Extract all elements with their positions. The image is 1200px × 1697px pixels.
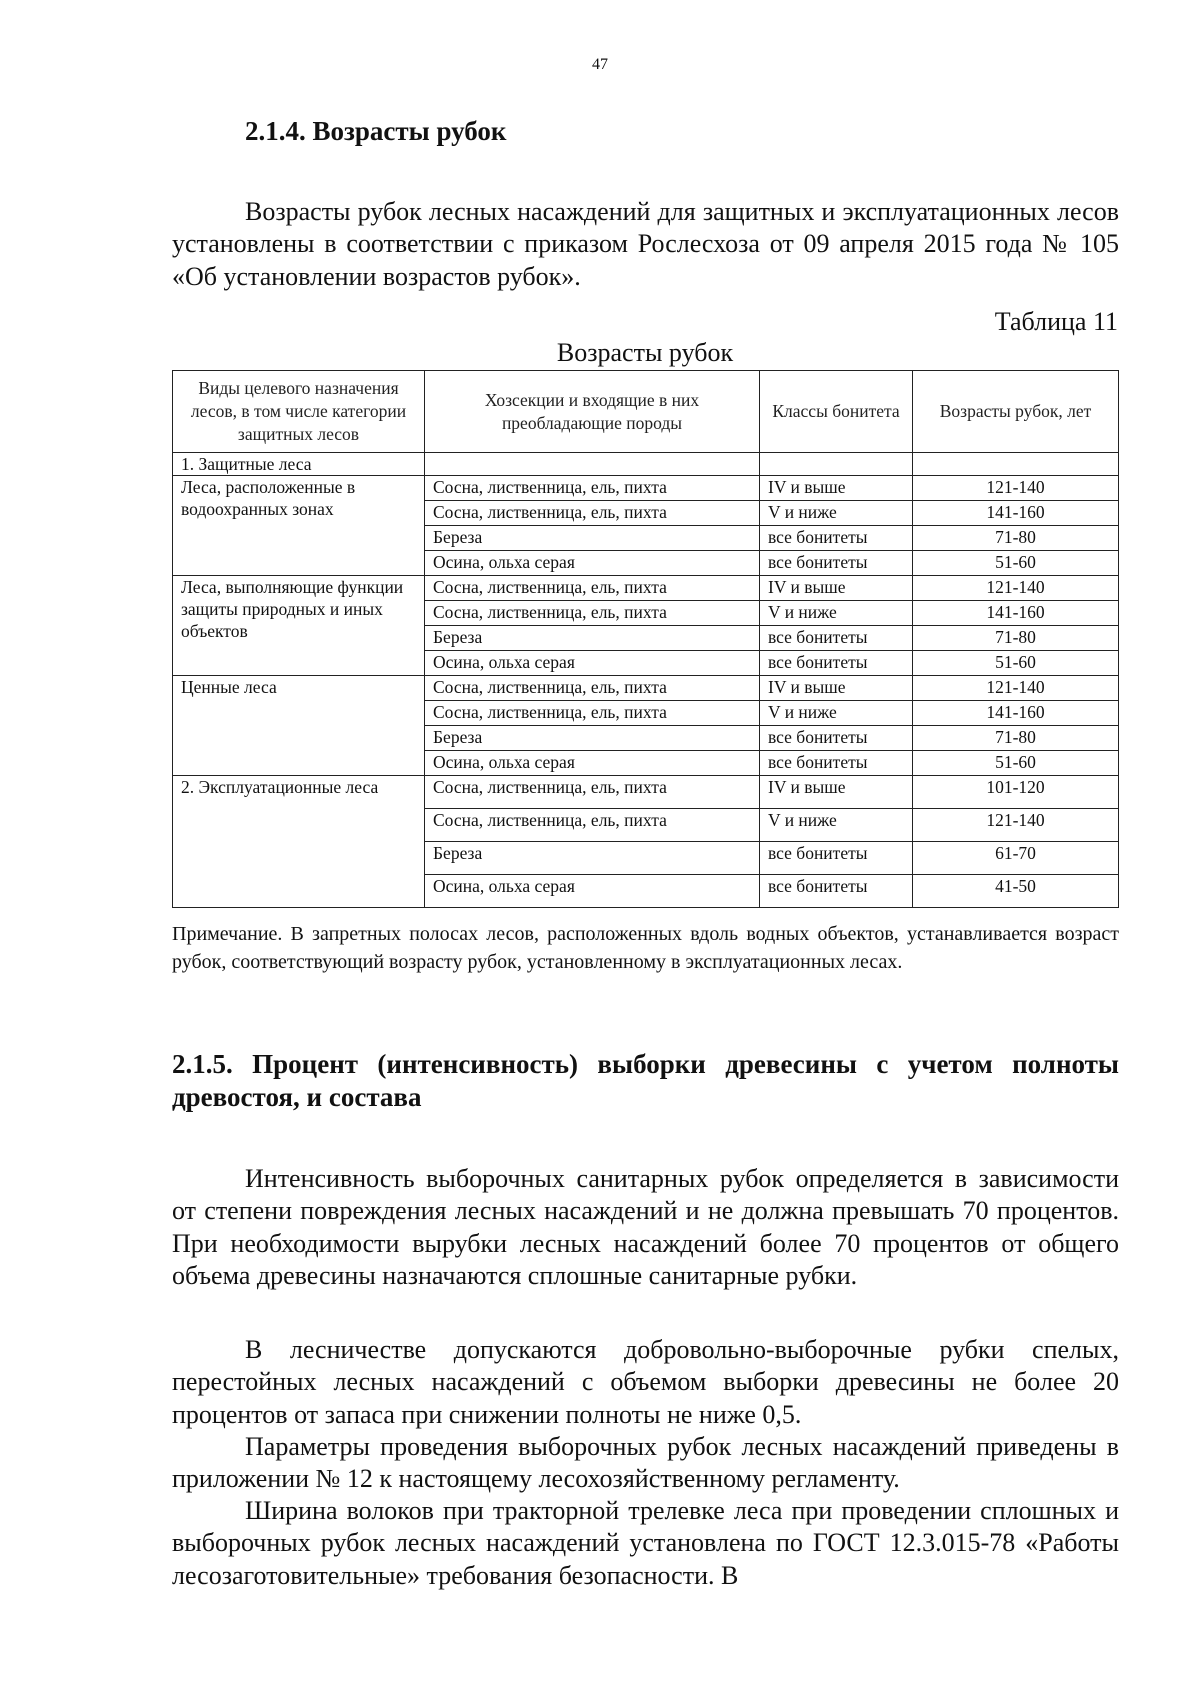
table-caption: Возрасты рубок xyxy=(556,338,734,367)
class-cell: все бонитеты xyxy=(760,526,913,551)
species-cell: Сосна, лиственница, ель, пихта xyxy=(425,701,760,726)
age-cell: 61-70 xyxy=(913,842,1119,875)
species-cell: Осина, ольха серая xyxy=(425,875,760,908)
body-paragraph: Ширина волоков при тракторной трелевке леса при проведении сплошных и выборочных рубок лесных насаждений установлена по ГОСТ 12.3.015-78 «Работы лесозаготовительные» требования безопасности. В xyxy=(172,1496,1119,1590)
body-paragraph: В лесничестве допускаются добровольно-выборочные рубки спелых, перестойных лесных насаждений с объемом выборки древесины не более 20 процентов от запаса при снижении полноты не ниже 0,5. xyxy=(172,1335,1119,1429)
age-cell: 51-60 xyxy=(913,751,1119,776)
cutting-ages-table xyxy=(172,370,1119,908)
group-label: 2. Эксплуатационные леса xyxy=(173,776,425,908)
header-species: Хозсекции и входящие в них преобладающие породы xyxy=(425,371,760,453)
species-cell: Сосна, лиственница, ель, пихта xyxy=(425,809,760,842)
age-cell: 121-140 xyxy=(913,476,1119,501)
species-cell: Осина, ольха серая xyxy=(425,751,760,776)
species-cell: Сосна, лиственница, ель, пихта xyxy=(425,501,760,526)
body-paragraph: Интенсивность выборочных санитарных рубок определяется в зависимости от степени повреждения лесных насаждений и не должна превышать 70 процентов. При необходимости вырубки лесных насаждений более 70 процентов от общего объема древесины назначаются сплошные санитарные рубки. xyxy=(172,1164,1119,1290)
class-cell: все бонитеты xyxy=(760,626,913,651)
class-cell: все бонитеты xyxy=(760,551,913,576)
class-cell: все бонитеты xyxy=(760,726,913,751)
species-cell: Сосна, лиственница, ель, пихта xyxy=(425,601,760,626)
species-cell: Береза xyxy=(425,526,760,551)
intro-paragraph: Возрасты рубок лесных насаждений для защитных и эксплуатационных лесов установлены в соответствии с приказом Рослесхоза от 09 апреля 2015 года № 105 «Об установлении возрастов рубок». xyxy=(172,197,1119,291)
class-cell: IV и выше xyxy=(760,476,913,501)
age-cell: 41-50 xyxy=(913,875,1119,908)
table-row xyxy=(173,776,1119,809)
class-cell: V и ниже xyxy=(760,701,913,726)
species-cell: Береза xyxy=(425,842,760,875)
species-cell: Береза xyxy=(425,726,760,751)
class-cell: V и ниже xyxy=(760,501,913,526)
species-cell: Осина, ольха серая xyxy=(425,651,760,676)
age-cell: 101-120 xyxy=(913,776,1119,809)
body-paragraph: Параметры проведения выборочных рубок лесных насаждений приведены в приложении № 12 к настоящему лесохозяйственному регламенту. xyxy=(172,1432,1119,1494)
species-cell: Береза xyxy=(425,626,760,651)
group-label: 1. Защитные леса xyxy=(173,453,425,476)
class-cell: IV и выше xyxy=(760,676,913,701)
age-cell: 121-140 xyxy=(913,809,1119,842)
page-number: 47 xyxy=(592,56,608,73)
age-cell: 51-60 xyxy=(913,551,1119,576)
table-number: Таблица 11 xyxy=(994,307,1118,336)
group-label: Леса, выполняющие функции защиты природных и иных объектов xyxy=(173,576,425,676)
table-note: Примечание. В запретных полосах лесов, расположенных вдоль водных объектов, устанавливается возраст рубок, соответствующий возрасту рубок, установленному в эксплуатационных лесах. xyxy=(172,923,1119,973)
table-row xyxy=(173,676,1119,701)
section-heading-selection-percent: 2.1.5. Процент (интенсивность) выборки древесины с учетом полноты древостоя, и состава xyxy=(172,1049,1119,1112)
section-heading-cutting-ages: 2.1.4. Возрасты рубок xyxy=(245,116,507,146)
species-cell: Осина, ольха серая xyxy=(425,551,760,576)
table-row xyxy=(173,453,1119,476)
class-cell: IV и выше xyxy=(760,576,913,601)
class-cell: V и ниже xyxy=(760,809,913,842)
age-cell: 71-80 xyxy=(913,626,1119,651)
age-cell: 71-80 xyxy=(913,726,1119,751)
class-cell: все бонитеты xyxy=(760,751,913,776)
header-site-class: Классы бонитета xyxy=(760,371,913,453)
class-cell: все бонитеты xyxy=(760,842,913,875)
header-age: Возрасты рубок, лет xyxy=(913,371,1119,453)
species-cell: Сосна, лиственница, ель, пихта xyxy=(425,476,760,501)
age-cell: 141-160 xyxy=(913,501,1119,526)
table-row xyxy=(173,576,1119,601)
age-cell: 71-80 xyxy=(913,526,1119,551)
species-cell: Сосна, лиственница, ель, пихта xyxy=(425,576,760,601)
class-cell: все бонитеты xyxy=(760,875,913,908)
age-cell: 51-60 xyxy=(913,651,1119,676)
table-row xyxy=(173,476,1119,501)
age-cell: 141-160 xyxy=(913,701,1119,726)
group-label: Леса, расположенные в водоохранных зонах xyxy=(173,476,425,576)
class-cell: все бонитеты xyxy=(760,651,913,676)
header-purpose: Виды целевого назначения лесов, в том числе категории защитных лесов xyxy=(173,371,425,453)
species-cell: Сосна, лиственница, ель, пихта xyxy=(425,676,760,701)
class-cell: V и ниже xyxy=(760,601,913,626)
table-header-row xyxy=(173,371,1119,453)
age-cell: 121-140 xyxy=(913,576,1119,601)
species-cell: Сосна, лиственница, ель, пихта xyxy=(425,776,760,809)
age-cell: 121-140 xyxy=(913,676,1119,701)
age-cell: 141-160 xyxy=(913,601,1119,626)
group-label: Ценные леса xyxy=(173,676,425,776)
class-cell: IV и выше xyxy=(760,776,913,809)
